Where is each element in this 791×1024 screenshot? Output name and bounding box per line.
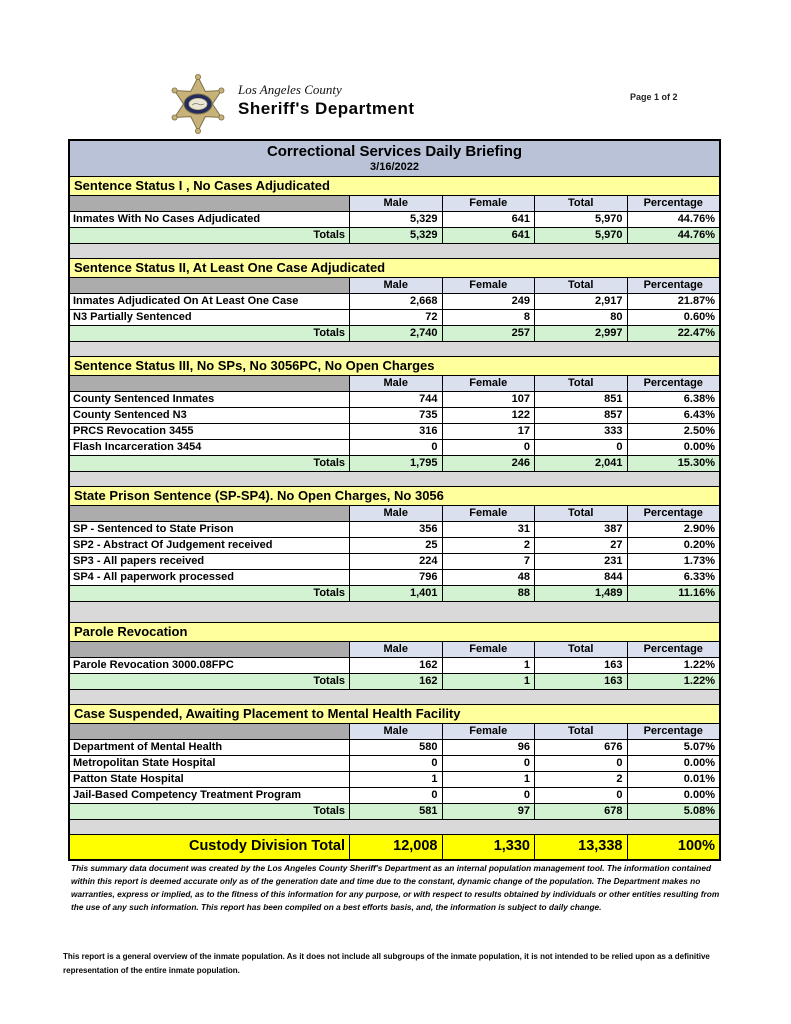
row-label: Patton State Hospital xyxy=(73,773,184,785)
totals-female: 1 xyxy=(442,674,535,689)
percentage-value: 0.00% xyxy=(627,440,720,455)
column-header-total: Total xyxy=(534,724,627,739)
percentage-value: 5.07% xyxy=(627,740,720,755)
totals-row xyxy=(70,674,719,690)
table-row xyxy=(70,756,719,772)
percentage-value: 6.33% xyxy=(627,570,720,585)
table-row xyxy=(70,212,719,228)
total-value: 163 xyxy=(534,658,627,673)
custody-division-total-row xyxy=(70,835,719,859)
column-header-male: Male xyxy=(349,376,442,391)
table-row xyxy=(70,522,719,538)
total-value: 2 xyxy=(534,772,627,787)
row-label: Department of Mental Health xyxy=(73,741,223,753)
grand-total-male: 12,008 xyxy=(349,835,442,859)
column-header-total: Total xyxy=(534,376,627,391)
male-value: 1 xyxy=(349,772,442,787)
grand-total-label: Custody Division Total xyxy=(70,835,349,859)
disclaimer-text: This summary data document was created by the Los Angeles County Sheriff's Department as an internal population management tool. The information contained within this report is deemed accurate only as of the generation date and time due to the constant, dynamic change of the population. The Department makes no warranties, express or implied, as to the fitness of this information for any purpose, or with respect to results obtained by individuals or other entities resulting from the use of any such information. This report has been compiled on a best efforts basis, and, the information is subject to daily change. xyxy=(71,863,720,912)
total-value: 0 xyxy=(534,756,627,771)
section-heading: Case Suspended, Awaiting Placement to Mental Health Facility xyxy=(70,705,719,724)
female-value: 96 xyxy=(442,740,535,755)
column-header-male: Male xyxy=(349,506,442,521)
female-value: 0 xyxy=(442,788,535,803)
totals-male: 1,795 xyxy=(349,456,442,471)
totals-row xyxy=(70,804,719,820)
column-header-male: Male xyxy=(349,642,442,657)
female-value: 7 xyxy=(442,554,535,569)
table-row xyxy=(70,440,719,456)
total-value: 5,970 xyxy=(534,212,627,227)
section-sentence-status-3 xyxy=(70,357,719,472)
female-value: 249 xyxy=(442,294,535,309)
totals-label: Totals xyxy=(70,586,349,601)
totals-label: Totals xyxy=(70,326,349,341)
total-value: 0 xyxy=(534,788,627,803)
totals-male: 1,401 xyxy=(349,586,442,601)
row-label: County Sentenced N3 xyxy=(73,409,187,421)
column-header-spacer xyxy=(70,506,349,521)
male-value: 224 xyxy=(349,554,442,569)
table-row xyxy=(70,294,719,310)
section-divider xyxy=(70,244,719,259)
male-value: 0 xyxy=(349,440,442,455)
total-value: 2,917 xyxy=(534,294,627,309)
female-value: 17 xyxy=(442,424,535,439)
column-header-female: Female xyxy=(442,642,535,657)
row-label: Jail-Based Competency Treatment Program xyxy=(73,789,302,801)
table-row xyxy=(70,658,719,674)
page-number: Page 1 of 2 xyxy=(630,92,678,102)
totals-female: 246 xyxy=(442,456,535,471)
section-heading: Sentence Status III, No SPs, No 3056PC, No Open Charges xyxy=(70,357,719,376)
male-value: 356 xyxy=(349,522,442,537)
table-row xyxy=(70,772,719,788)
total-value: 0 xyxy=(534,440,627,455)
section-divider xyxy=(70,342,719,357)
totals-label: Totals xyxy=(70,674,349,689)
section-parole-revocation xyxy=(70,623,719,690)
totals-female: 641 xyxy=(442,228,535,243)
column-header-spacer xyxy=(70,642,349,657)
row-label: SP4 - All paperwork processed xyxy=(73,571,234,583)
section-mental-health-placement xyxy=(70,705,719,820)
percentage-value: 21.87% xyxy=(627,294,720,309)
column-header-row xyxy=(70,724,719,740)
totals-row xyxy=(70,326,719,342)
row-label: SP3 - All papers received xyxy=(73,555,205,567)
percentage-value: 2.50% xyxy=(627,424,720,439)
percentage-value: 1.73% xyxy=(627,554,720,569)
section-heading: Parole Revocation xyxy=(70,623,719,642)
sheriff-star-badge-icon xyxy=(168,72,228,140)
grand-total-female: 1,330 xyxy=(442,835,535,859)
column-header-percentage: Percentage xyxy=(627,724,720,739)
totals-label: Totals xyxy=(70,804,349,819)
female-value: 1 xyxy=(442,772,535,787)
totals-male: 581 xyxy=(349,804,442,819)
percentage-value: 44.76% xyxy=(627,212,720,227)
row-label: Parole Revocation 3000.08FPC xyxy=(73,659,234,671)
column-header-male: Male xyxy=(349,196,442,211)
section-sentence-status-1 xyxy=(70,177,719,244)
column-header-row xyxy=(70,278,719,294)
column-header-female: Female xyxy=(442,506,535,521)
footnote-text: This report is a general overview of the inmate population. As it does not include all subgroups of the inmate population, it is not intended to be relied upon as a definitive representation of the entire inmate population. xyxy=(63,952,710,975)
column-header-percentage: Percentage xyxy=(627,196,720,211)
female-value: 2 xyxy=(442,538,535,553)
row-label: SP - Sentenced to State Prison xyxy=(73,523,234,535)
agency-county-label: Los Angeles County xyxy=(238,82,342,97)
percentage-value: 0.01% xyxy=(627,772,720,787)
row-label: County Sentenced Inmates xyxy=(73,393,215,405)
table-row xyxy=(70,788,719,804)
report-date: 3/16/2022 xyxy=(370,161,419,173)
column-header-female: Female xyxy=(442,196,535,211)
male-value: 0 xyxy=(349,788,442,803)
row-label: Metropolitan State Hospital xyxy=(73,757,216,769)
grand-total-total: 13,338 xyxy=(534,835,627,859)
male-value: 0 xyxy=(349,756,442,771)
section-divider xyxy=(70,690,719,705)
male-value: 5,329 xyxy=(349,212,442,227)
totals-total: 2,997 xyxy=(534,326,627,341)
percentage-value: 0.20% xyxy=(627,538,720,553)
totals-label: Totals xyxy=(70,456,349,471)
totals-percentage: 22.47% xyxy=(627,326,720,341)
section-heading: State Prison Sentence (SP-SP4). No Open Charges, No 3056 xyxy=(70,487,719,506)
totals-male: 162 xyxy=(349,674,442,689)
grand-total-percentage: 100% xyxy=(627,835,720,859)
totals-row xyxy=(70,586,719,602)
table-row xyxy=(70,554,719,570)
total-value: 844 xyxy=(534,570,627,585)
female-value: 48 xyxy=(442,570,535,585)
female-value: 641 xyxy=(442,212,535,227)
percentage-value: 0.60% xyxy=(627,310,720,325)
totals-percentage: 11.16% xyxy=(627,586,720,601)
row-label: Flash Incarceration 3454 xyxy=(73,441,202,453)
daily-briefing-report xyxy=(68,139,721,861)
female-value: 107 xyxy=(442,392,535,407)
column-header-percentage: Percentage xyxy=(627,376,720,391)
totals-label: Totals xyxy=(70,228,349,243)
totals-male: 5,329 xyxy=(349,228,442,243)
male-value: 744 xyxy=(349,392,442,407)
female-value: 1 xyxy=(442,658,535,673)
column-header-row xyxy=(70,506,719,522)
total-value: 27 xyxy=(534,538,627,553)
totals-female: 88 xyxy=(442,586,535,601)
total-value: 676 xyxy=(534,740,627,755)
row-label: PRCS Revocation 3455 xyxy=(73,425,194,437)
table-row xyxy=(70,570,719,586)
table-row xyxy=(70,310,719,326)
section-sentence-status-2 xyxy=(70,259,719,342)
percentage-value: 0.00% xyxy=(627,756,720,771)
male-value: 735 xyxy=(349,408,442,423)
male-value: 316 xyxy=(349,424,442,439)
total-value: 387 xyxy=(534,522,627,537)
section-divider xyxy=(70,820,719,835)
percentage-value: 2.90% xyxy=(627,522,720,537)
section-state-prison-sentence xyxy=(70,487,719,602)
total-value: 231 xyxy=(534,554,627,569)
totals-percentage: 1.22% xyxy=(627,674,720,689)
section-heading: Sentence Status II, At Least One Case Adjudicated xyxy=(70,259,719,278)
percentage-value: 6.38% xyxy=(627,392,720,407)
totals-row xyxy=(70,456,719,472)
column-header-female: Female xyxy=(442,278,535,293)
column-header-total: Total xyxy=(534,642,627,657)
male-value: 2,668 xyxy=(349,294,442,309)
totals-total: 5,970 xyxy=(534,228,627,243)
column-header-male: Male xyxy=(349,724,442,739)
table-row xyxy=(70,740,719,756)
totals-percentage: 15.30% xyxy=(627,456,720,471)
row-label: N3 Partially Sentenced xyxy=(73,311,192,323)
female-value: 8 xyxy=(442,310,535,325)
percentage-value: 1.22% xyxy=(627,658,720,673)
table-row xyxy=(70,424,719,440)
male-value: 580 xyxy=(349,740,442,755)
totals-total: 678 xyxy=(534,804,627,819)
total-value: 80 xyxy=(534,310,627,325)
total-value: 333 xyxy=(534,424,627,439)
table-row xyxy=(70,408,719,424)
male-value: 72 xyxy=(349,310,442,325)
section-heading: Sentence Status I , No Cases Adjudicated xyxy=(70,177,719,196)
column-header-male: Male xyxy=(349,278,442,293)
male-value: 162 xyxy=(349,658,442,673)
row-label: SP2 - Abstract Of Judgement received xyxy=(73,539,273,551)
column-header-female: Female xyxy=(442,376,535,391)
male-value: 25 xyxy=(349,538,442,553)
column-header-percentage: Percentage xyxy=(627,506,720,521)
column-header-total: Total xyxy=(534,506,627,521)
totals-total: 163 xyxy=(534,674,627,689)
totals-female: 97 xyxy=(442,804,535,819)
totals-male: 2,740 xyxy=(349,326,442,341)
column-header-female: Female xyxy=(442,724,535,739)
table-row xyxy=(70,392,719,408)
totals-percentage: 44.76% xyxy=(627,228,720,243)
row-label: Inmates With No Cases Adjudicated xyxy=(73,213,261,225)
column-header-spacer xyxy=(70,724,349,739)
column-header-percentage: Percentage xyxy=(627,642,720,657)
column-header-spacer xyxy=(70,196,349,211)
totals-total: 1,489 xyxy=(534,586,627,601)
totals-percentage: 5.08% xyxy=(627,804,720,819)
column-header-total: Total xyxy=(534,278,627,293)
section-divider xyxy=(70,602,719,623)
agency-name xyxy=(238,82,415,119)
percentage-value: 0.00% xyxy=(627,788,720,803)
female-value: 122 xyxy=(442,408,535,423)
total-value: 857 xyxy=(534,408,627,423)
column-header-row xyxy=(70,196,719,212)
row-label: Inmates Adjudicated On At Least One Case xyxy=(73,295,299,307)
column-header-spacer xyxy=(70,376,349,391)
table-row xyxy=(70,538,719,554)
female-value: 0 xyxy=(442,756,535,771)
total-value: 851 xyxy=(534,392,627,407)
totals-total: 2,041 xyxy=(534,456,627,471)
column-header-row xyxy=(70,376,719,392)
totals-female: 257 xyxy=(442,326,535,341)
female-value: 0 xyxy=(442,440,535,455)
totals-row xyxy=(70,228,719,244)
section-divider xyxy=(70,472,719,487)
agency-department-label: Sheriff's Department xyxy=(238,99,415,118)
report-title: Correctional Services Daily Briefing xyxy=(266,143,523,160)
column-header-spacer xyxy=(70,278,349,293)
page-header xyxy=(0,70,791,140)
column-header-row xyxy=(70,642,719,658)
column-header-total: Total xyxy=(534,196,627,211)
report-title-bar xyxy=(70,141,719,177)
male-value: 796 xyxy=(349,570,442,585)
female-value: 31 xyxy=(442,522,535,537)
column-header-percentage: Percentage xyxy=(627,278,720,293)
percentage-value: 6.43% xyxy=(627,408,720,423)
